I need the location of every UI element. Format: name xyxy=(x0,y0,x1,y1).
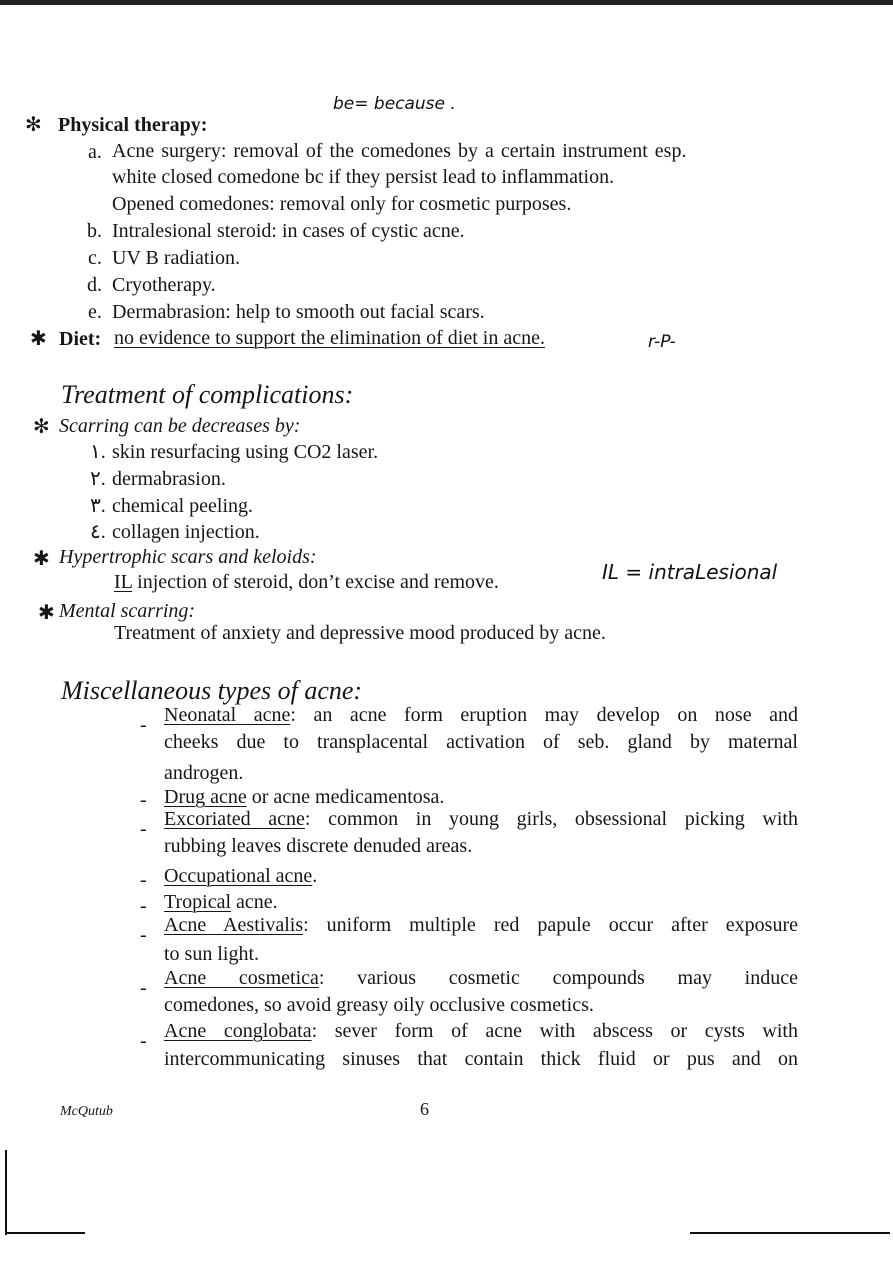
dermabrasion-item: Dermabrasion: help to smooth out facial scars. xyxy=(112,301,485,323)
hypertrophic-text xyxy=(114,570,499,594)
cosmetica-line-1 xyxy=(164,966,798,990)
item-marker: e. xyxy=(88,301,102,323)
uvb-radiation-item: UV B radiation. xyxy=(112,247,240,269)
intralesional-steroid-item: Intralesional steroid: in cases of cystic acne. xyxy=(112,220,465,242)
acne-description: . xyxy=(312,865,318,887)
numbered-marker: ٣. xyxy=(90,495,106,517)
acne-description: : an acne form eruption may develop on nose and xyxy=(290,704,798,726)
numbered-marker: ١. xyxy=(90,441,106,463)
acne-term: Drug acne xyxy=(164,786,247,808)
tropical-acne-line xyxy=(164,890,278,914)
asterisk-icon: ✻ xyxy=(33,416,50,438)
acne-surgery-line-2: white closed comedone bc if they persist lead to inflammation. xyxy=(112,166,615,188)
acne-term: Acne conglobata xyxy=(164,1020,312,1042)
bullet-dash: - xyxy=(140,869,147,891)
acne-term: Tropical xyxy=(164,891,232,913)
bullet-dash: - xyxy=(140,714,147,736)
acne-term: Excoriated acne xyxy=(164,808,305,830)
conglobata-line-2: intercommunicating sinuses that contain thick fluid or pus and on xyxy=(164,1048,798,1070)
hypertrophic-treatment: injection of steroid, don’t excise and remove. xyxy=(137,571,499,593)
asterisk-icon: ✱ xyxy=(33,548,50,570)
acne-term: Acne Aestivalis xyxy=(164,914,304,936)
scarring-label: Scarring can be decreases by: xyxy=(59,415,301,437)
aestivalis-line-2: to sun light. xyxy=(164,943,260,965)
complications-heading: Treatment of complications: xyxy=(61,380,354,409)
drug-acne-line xyxy=(164,785,444,809)
acne-description: or acne medicamentosa. xyxy=(246,786,445,808)
excoriated-acne-line-1 xyxy=(164,807,798,831)
scan-bottom-edge xyxy=(5,1232,85,1234)
bullet-dash: - xyxy=(140,977,147,999)
hypertrophic-label: Hypertrophic scars and keloids: xyxy=(59,546,317,568)
item-marker: d. xyxy=(87,274,102,296)
acne-surgery-line-1: Acne surgery: removal of the comedones by a certain instrument esp. xyxy=(112,140,687,162)
acne-description: : uniform multiple red papule occur after exposure xyxy=(303,914,798,936)
acne-description: acne. xyxy=(231,891,278,913)
skin-resurfacing-item: skin resurfacing using CO2 laser. xyxy=(112,441,379,463)
footer-author: McQutub xyxy=(60,1104,113,1119)
occupational-acne-line xyxy=(164,864,317,888)
aestivalis-line-1 xyxy=(164,913,798,937)
page-number: 6 xyxy=(420,1099,429,1119)
miscellaneous-heading: Miscellaneous types of acne: xyxy=(61,676,363,705)
scan-left-edge xyxy=(5,1150,7,1235)
item-marker: b. xyxy=(87,220,102,242)
bullet-dash: - xyxy=(140,818,147,840)
cosmetica-line-2: comedones, so avoid greasy oily occlusive cosmetics. xyxy=(164,994,594,1016)
cryotherapy-item: Cryotherapy. xyxy=(112,274,216,296)
asterisk-icon: ✱ xyxy=(38,602,55,624)
handwritten-il-note: IL = intraLesional xyxy=(602,560,778,584)
bullet-dash: - xyxy=(140,895,147,917)
bullet-dash: - xyxy=(140,1030,147,1052)
bullet-dash: - xyxy=(140,789,147,811)
neonatal-acne-line-2: cheeks due to transplacental activation of seb. gland by maternal xyxy=(164,731,798,753)
diet-text: no evidence to support the elimination of diet in acne. xyxy=(114,327,545,349)
mental-scarring-label: Mental scarring: xyxy=(59,600,196,622)
physical-therapy-heading: Physical therapy: xyxy=(58,114,208,136)
il-abbreviation: IL xyxy=(114,571,133,593)
asterisk-icon: ✱ xyxy=(30,328,47,350)
item-marker: c. xyxy=(88,247,102,269)
handwritten-diet-note: r-P- xyxy=(648,332,676,352)
conglobata-line-1 xyxy=(164,1019,798,1043)
acne-term: Acne cosmetica xyxy=(164,967,319,989)
numbered-marker: ٤. xyxy=(90,521,106,543)
scan-top-edge xyxy=(0,0,893,5)
scan-bottom-right-edge xyxy=(690,1232,890,1234)
asterisk-icon: ✻ xyxy=(25,114,42,136)
acne-description: : sever form of acne with abscess or cysts with xyxy=(311,1020,798,1042)
mental-scarring-text: Treatment of anxiety and depressive mood produced by acne. xyxy=(114,622,606,644)
chemical-peeling-item: chemical peeling. xyxy=(112,495,254,517)
acne-surgery-line-3: Opened comedones: removal only for cosmetic purposes. xyxy=(112,193,572,215)
acne-term: Neonatal acne xyxy=(164,704,291,726)
acne-description: : common in young girls, obsessional picking with xyxy=(304,808,798,830)
excoriated-acne-line-2: rubbing leaves discrete denuded areas. xyxy=(164,835,473,857)
acne-description: : various cosmetic compounds may induce xyxy=(318,967,798,989)
collagen-injection-item: collagen injection. xyxy=(112,521,260,543)
dermabrasion-scar-item: dermabrasion. xyxy=(112,468,226,490)
numbered-marker: ٢. xyxy=(90,468,106,490)
diet-label: Diet: xyxy=(59,328,102,350)
acne-term: Occupational acne xyxy=(164,865,313,887)
neonatal-acne-line-3: androgen. xyxy=(164,762,244,784)
handwritten-note-because: be= because . xyxy=(333,94,456,114)
neonatal-acne-line-1 xyxy=(164,703,798,727)
item-marker: a. xyxy=(88,141,102,163)
bullet-dash: - xyxy=(140,924,147,946)
